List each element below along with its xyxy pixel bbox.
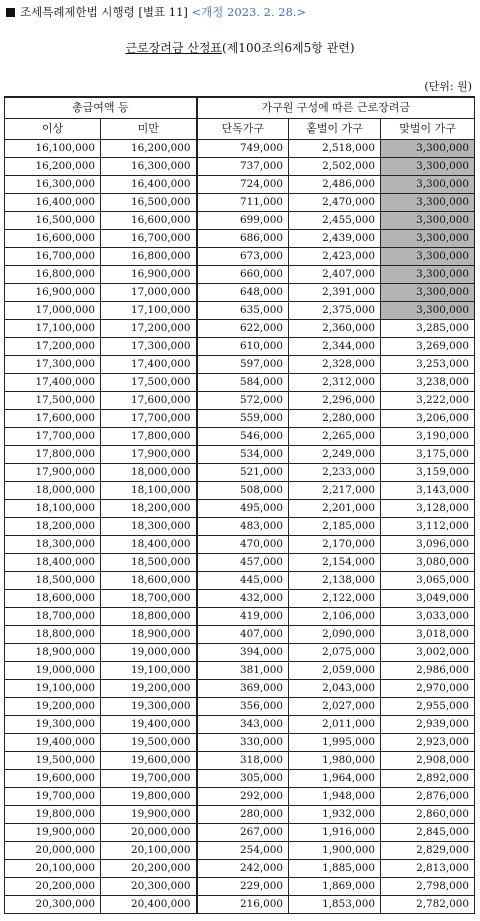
cell-single-earner: 2,455,000 xyxy=(289,212,381,230)
cell-dual-earner: 2,829,000 xyxy=(381,842,475,860)
table-row xyxy=(5,176,475,194)
cell-min: 18,600,000 xyxy=(5,590,101,608)
cell-min: 16,400,000 xyxy=(5,194,101,212)
cell-dual-earner: 2,782,000 xyxy=(381,896,475,914)
cell-dual-earner: 2,845,000 xyxy=(381,824,475,842)
table-row xyxy=(5,572,475,590)
cell-single-earner: 2,423,000 xyxy=(289,248,381,266)
cell-single: 648,000 xyxy=(197,284,289,302)
cell-single: 457,000 xyxy=(197,554,289,572)
cell-single: 597,000 xyxy=(197,356,289,374)
table-row xyxy=(5,824,475,842)
table-row xyxy=(5,662,475,680)
cell-single: 369,000 xyxy=(197,680,289,698)
table-row xyxy=(5,158,475,176)
cell-min: 17,600,000 xyxy=(5,410,101,428)
cell-min: 17,300,000 xyxy=(5,356,101,374)
cell-single-earner: 2,502,000 xyxy=(289,158,381,176)
cell-dual-earner: 2,798,000 xyxy=(381,878,475,896)
cell-single: 508,000 xyxy=(197,482,289,500)
cell-max: 17,500,000 xyxy=(101,374,197,392)
cell-max: 19,200,000 xyxy=(101,680,197,698)
cell-dual-earner: 2,923,000 xyxy=(381,734,475,752)
cell-max: 19,000,000 xyxy=(101,644,197,662)
table-row xyxy=(5,842,475,860)
table-row xyxy=(5,500,475,518)
cell-max: 18,600,000 xyxy=(101,572,197,590)
cell-max: 19,700,000 xyxy=(101,770,197,788)
cell-single-earner: 2,328,000 xyxy=(289,356,381,374)
cell-max: 18,900,000 xyxy=(101,626,197,644)
cell-single-earner: 1,900,000 xyxy=(289,842,381,860)
cell-dual-earner: 3,300,000 xyxy=(381,302,475,320)
cell-dual-earner: 2,970,000 xyxy=(381,680,475,698)
cell-single-earner: 2,075,000 xyxy=(289,644,381,662)
cell-single: 610,000 xyxy=(197,338,289,356)
cell-dual-earner: 3,222,000 xyxy=(381,392,475,410)
table-row xyxy=(5,230,475,248)
black-square-icon xyxy=(6,8,15,17)
table-row xyxy=(5,518,475,536)
table-row xyxy=(5,320,475,338)
cell-min: 18,400,000 xyxy=(5,554,101,572)
cell-min: 16,600,000 xyxy=(5,230,101,248)
table-row xyxy=(5,356,475,374)
table-row xyxy=(5,716,475,734)
table-row xyxy=(5,536,475,554)
cell-single-earner: 2,407,000 xyxy=(289,266,381,284)
cell-min: 19,800,000 xyxy=(5,806,101,824)
cell-single-earner: 2,249,000 xyxy=(289,446,381,464)
cell-min: 18,500,000 xyxy=(5,572,101,590)
table-row xyxy=(5,428,475,446)
cell-dual-earner: 3,253,000 xyxy=(381,356,475,374)
cell-max: 16,200,000 xyxy=(101,140,197,158)
cell-single-earner: 1,948,000 xyxy=(289,788,381,806)
cell-dual-earner: 3,300,000 xyxy=(381,194,475,212)
cell-dual-earner: 3,080,000 xyxy=(381,554,475,572)
table-row xyxy=(5,140,475,158)
cell-max: 19,800,000 xyxy=(101,788,197,806)
cell-max: 18,400,000 xyxy=(101,536,197,554)
cell-single-earner: 1,995,000 xyxy=(289,734,381,752)
cell-dual-earner: 2,939,000 xyxy=(381,716,475,734)
cell-dual-earner: 3,065,000 xyxy=(381,572,475,590)
header-title: 조세특례제한법 시행령 [별표 11] xyxy=(20,5,188,19)
cell-max: 17,700,000 xyxy=(101,410,197,428)
cell-single: 330,000 xyxy=(197,734,289,752)
table-row xyxy=(5,770,475,788)
table-row xyxy=(5,680,475,698)
cell-max: 19,600,000 xyxy=(101,752,197,770)
cell-single-earner: 2,154,000 xyxy=(289,554,381,572)
table-row xyxy=(5,860,475,878)
cell-min: 19,300,000 xyxy=(5,716,101,734)
cell-single: 280,000 xyxy=(197,806,289,824)
table-row xyxy=(5,752,475,770)
cell-dual-earner: 3,033,000 xyxy=(381,608,475,626)
cell-min: 18,900,000 xyxy=(5,644,101,662)
table-row xyxy=(5,788,475,806)
table-row xyxy=(5,212,475,230)
cell-max: 17,300,000 xyxy=(101,338,197,356)
table-row xyxy=(5,194,475,212)
cell-min: 17,800,000 xyxy=(5,446,101,464)
cell-min: 19,400,000 xyxy=(5,734,101,752)
cell-min: 19,100,000 xyxy=(5,680,101,698)
cell-single: 622,000 xyxy=(197,320,289,338)
cell-dual-earner: 3,002,000 xyxy=(381,644,475,662)
cell-max: 16,500,000 xyxy=(101,194,197,212)
cell-min: 17,700,000 xyxy=(5,428,101,446)
table-row xyxy=(5,284,475,302)
cell-min: 17,900,000 xyxy=(5,464,101,482)
table-row xyxy=(5,482,475,500)
cell-min: 20,000,000 xyxy=(5,842,101,860)
table-row xyxy=(5,446,475,464)
cell-dual-earner: 3,269,000 xyxy=(381,338,475,356)
col-header-dual-earner: 맞벌이 가구 xyxy=(381,119,475,140)
cell-dual-earner: 3,018,000 xyxy=(381,626,475,644)
cell-single-earner: 1,916,000 xyxy=(289,824,381,842)
cell-min: 19,600,000 xyxy=(5,770,101,788)
col-header-min: 이상 xyxy=(5,119,101,140)
cell-max: 20,100,000 xyxy=(101,842,197,860)
cell-single: 724,000 xyxy=(197,176,289,194)
cell-single: 737,000 xyxy=(197,158,289,176)
cell-dual-earner: 3,049,000 xyxy=(381,590,475,608)
cell-single-earner: 2,265,000 xyxy=(289,428,381,446)
cell-single-earner: 2,106,000 xyxy=(289,608,381,626)
cell-min: 18,300,000 xyxy=(5,536,101,554)
table-body xyxy=(5,140,475,914)
cell-min: 19,700,000 xyxy=(5,788,101,806)
cell-max: 16,700,000 xyxy=(101,230,197,248)
cell-single-earner: 2,486,000 xyxy=(289,176,381,194)
cell-single: 381,000 xyxy=(197,662,289,680)
cell-max: 19,300,000 xyxy=(101,698,197,716)
cell-single-earner: 2,027,000 xyxy=(289,698,381,716)
cell-single: 660,000 xyxy=(197,266,289,284)
cell-dual-earner: 3,206,000 xyxy=(381,410,475,428)
col-header-single-earner: 홑벌이 가구 xyxy=(289,119,381,140)
table-row xyxy=(5,248,475,266)
cell-single: 305,000 xyxy=(197,770,289,788)
cell-min: 17,500,000 xyxy=(5,392,101,410)
cell-max: 16,300,000 xyxy=(101,158,197,176)
cell-single: 699,000 xyxy=(197,212,289,230)
table-row xyxy=(5,734,475,752)
cell-max: 20,400,000 xyxy=(101,896,197,914)
cell-dual-earner: 2,892,000 xyxy=(381,770,475,788)
cell-single: 749,000 xyxy=(197,140,289,158)
cell-single: 394,000 xyxy=(197,644,289,662)
table-row xyxy=(5,302,475,320)
cell-min: 16,700,000 xyxy=(5,248,101,266)
cell-single: 267,000 xyxy=(197,824,289,842)
cell-min: 20,200,000 xyxy=(5,878,101,896)
cell-single: 534,000 xyxy=(197,446,289,464)
cell-dual-earner: 3,159,000 xyxy=(381,464,475,482)
cell-single-earner: 2,439,000 xyxy=(289,230,381,248)
cell-single-earner: 2,296,000 xyxy=(289,392,381,410)
cell-dual-earner: 3,128,000 xyxy=(381,500,475,518)
cell-dual-earner: 2,986,000 xyxy=(381,662,475,680)
cell-single: 686,000 xyxy=(197,230,289,248)
cell-max: 18,200,000 xyxy=(101,500,197,518)
cell-max: 19,900,000 xyxy=(101,806,197,824)
cell-max: 16,900,000 xyxy=(101,266,197,284)
table-row xyxy=(5,590,475,608)
cell-single-earner: 2,201,000 xyxy=(289,500,381,518)
cell-max: 18,700,000 xyxy=(101,590,197,608)
cell-single: 407,000 xyxy=(197,626,289,644)
cell-single: 292,000 xyxy=(197,788,289,806)
cell-single: 673,000 xyxy=(197,248,289,266)
cell-single-earner: 2,011,000 xyxy=(289,716,381,734)
cell-single: 229,000 xyxy=(197,878,289,896)
cell-min: 17,200,000 xyxy=(5,338,101,356)
table-row xyxy=(5,554,475,572)
cell-min: 18,200,000 xyxy=(5,518,101,536)
cell-max: 20,200,000 xyxy=(101,860,197,878)
cell-single: 495,000 xyxy=(197,500,289,518)
cell-single-earner: 2,375,000 xyxy=(289,302,381,320)
cell-dual-earner: 3,300,000 xyxy=(381,140,475,158)
cell-min: 17,400,000 xyxy=(5,374,101,392)
cell-single-earner: 1,869,000 xyxy=(289,878,381,896)
cell-single-earner: 2,090,000 xyxy=(289,626,381,644)
cell-single-earner: 2,518,000 xyxy=(289,140,381,158)
cell-single-earner: 2,138,000 xyxy=(289,572,381,590)
table-row xyxy=(5,608,475,626)
cell-max: 19,400,000 xyxy=(101,716,197,734)
cell-single: 584,000 xyxy=(197,374,289,392)
cell-max: 19,100,000 xyxy=(101,662,197,680)
cell-single: 356,000 xyxy=(197,698,289,716)
cell-min: 20,100,000 xyxy=(5,860,101,878)
cell-min: 18,100,000 xyxy=(5,500,101,518)
table-row xyxy=(5,266,475,284)
cell-min: 17,100,000 xyxy=(5,320,101,338)
cell-single: 216,000 xyxy=(197,896,289,914)
cell-single: 254,000 xyxy=(197,842,289,860)
cell-max: 17,000,000 xyxy=(101,284,197,302)
cell-single: 318,000 xyxy=(197,752,289,770)
cell-single: 445,000 xyxy=(197,572,289,590)
cell-dual-earner: 3,300,000 xyxy=(381,248,475,266)
cell-min: 16,900,000 xyxy=(5,284,101,302)
table-title: 근로장려금 산정표 xyxy=(125,41,223,55)
cell-single-earner: 2,280,000 xyxy=(289,410,381,428)
cell-max: 17,600,000 xyxy=(101,392,197,410)
cell-single-earner: 1,932,000 xyxy=(289,806,381,824)
cell-max: 16,400,000 xyxy=(101,176,197,194)
cell-dual-earner: 3,300,000 xyxy=(381,230,475,248)
cell-single-earner: 2,391,000 xyxy=(289,284,381,302)
cell-max: 18,500,000 xyxy=(101,554,197,572)
cell-single: 711,000 xyxy=(197,194,289,212)
cell-dual-earner: 3,300,000 xyxy=(381,176,475,194)
cell-dual-earner: 3,285,000 xyxy=(381,320,475,338)
cell-dual-earner: 2,955,000 xyxy=(381,698,475,716)
cell-dual-earner: 2,908,000 xyxy=(381,752,475,770)
cell-max: 20,300,000 xyxy=(101,878,197,896)
cell-dual-earner: 3,143,000 xyxy=(381,482,475,500)
cell-single-earner: 2,217,000 xyxy=(289,482,381,500)
table-title-note: (제100조의6제5항 관련) xyxy=(222,41,355,55)
cell-min: 16,300,000 xyxy=(5,176,101,194)
revision-link[interactable]: <개정 2023. 2. 28.> xyxy=(191,5,307,19)
cell-min: 16,800,000 xyxy=(5,266,101,284)
cell-max: 18,100,000 xyxy=(101,482,197,500)
cell-min: 16,100,000 xyxy=(5,140,101,158)
cell-single: 419,000 xyxy=(197,608,289,626)
cell-single-earner: 2,043,000 xyxy=(289,680,381,698)
cell-dual-earner: 3,300,000 xyxy=(381,212,475,230)
cell-min: 16,200,000 xyxy=(5,158,101,176)
cell-single-earner: 2,170,000 xyxy=(289,536,381,554)
cell-max: 17,100,000 xyxy=(101,302,197,320)
cell-single: 572,000 xyxy=(197,392,289,410)
cell-single-earner: 2,233,000 xyxy=(289,464,381,482)
cell-single: 432,000 xyxy=(197,590,289,608)
cell-single-earner: 2,059,000 xyxy=(289,662,381,680)
table-row xyxy=(5,410,475,428)
table-row xyxy=(5,626,475,644)
table-row xyxy=(5,878,475,896)
cell-min: 18,000,000 xyxy=(5,482,101,500)
document-header xyxy=(6,4,476,20)
cell-dual-earner: 2,860,000 xyxy=(381,806,475,824)
cell-max: 18,300,000 xyxy=(101,518,197,536)
cell-single-earner: 2,122,000 xyxy=(289,590,381,608)
cell-dual-earner: 2,813,000 xyxy=(381,860,475,878)
table-row xyxy=(5,392,475,410)
cell-single-earner: 2,360,000 xyxy=(289,320,381,338)
table-row xyxy=(5,644,475,662)
cell-single-earner: 2,344,000 xyxy=(289,338,381,356)
table-row xyxy=(5,896,475,914)
cell-max: 17,400,000 xyxy=(101,356,197,374)
cell-min: 19,500,000 xyxy=(5,752,101,770)
cell-single-earner: 2,185,000 xyxy=(289,518,381,536)
document-title xyxy=(0,40,480,56)
cell-single: 559,000 xyxy=(197,410,289,428)
cell-max: 17,800,000 xyxy=(101,428,197,446)
cell-dual-earner: 3,096,000 xyxy=(381,536,475,554)
cell-min: 20,300,000 xyxy=(5,896,101,914)
cell-single: 635,000 xyxy=(197,302,289,320)
cell-min: 19,000,000 xyxy=(5,662,101,680)
cell-max: 20,000,000 xyxy=(101,824,197,842)
cell-min: 19,200,000 xyxy=(5,698,101,716)
cell-dual-earner: 3,112,000 xyxy=(381,518,475,536)
cell-single-earner: 1,885,000 xyxy=(289,860,381,878)
cell-min: 18,700,000 xyxy=(5,608,101,626)
cell-single: 521,000 xyxy=(197,464,289,482)
table-row xyxy=(5,698,475,716)
cell-dual-earner: 2,876,000 xyxy=(381,788,475,806)
cell-max: 17,200,000 xyxy=(101,320,197,338)
group-header-income: 총급여액 등 xyxy=(5,97,197,119)
cell-single: 470,000 xyxy=(197,536,289,554)
col-header-single: 단독가구 xyxy=(197,119,289,140)
cell-dual-earner: 3,300,000 xyxy=(381,284,475,302)
cell-single-earner: 2,470,000 xyxy=(289,194,381,212)
cell-max: 17,900,000 xyxy=(101,446,197,464)
cell-single: 546,000 xyxy=(197,428,289,446)
unit-label: (단위: 원) xyxy=(424,80,472,93)
cell-single-earner: 1,964,000 xyxy=(289,770,381,788)
cell-max: 16,600,000 xyxy=(101,212,197,230)
table-row xyxy=(5,806,475,824)
cell-min: 18,800,000 xyxy=(5,626,101,644)
cell-single: 483,000 xyxy=(197,518,289,536)
cell-dual-earner: 3,190,000 xyxy=(381,428,475,446)
cell-max: 19,500,000 xyxy=(101,734,197,752)
cell-max: 18,800,000 xyxy=(101,608,197,626)
cell-dual-earner: 3,300,000 xyxy=(381,266,475,284)
incentive-table xyxy=(4,96,475,914)
table-row xyxy=(5,338,475,356)
cell-min: 17,000,000 xyxy=(5,302,101,320)
cell-dual-earner: 3,238,000 xyxy=(381,374,475,392)
cell-dual-earner: 3,175,000 xyxy=(381,446,475,464)
group-header-household: 가구원 구성에 따른 근로장려금 xyxy=(197,97,475,119)
table-row xyxy=(5,374,475,392)
cell-min: 16,500,000 xyxy=(5,212,101,230)
cell-max: 18,000,000 xyxy=(101,464,197,482)
cell-single-earner: 1,853,000 xyxy=(289,896,381,914)
cell-single-earner: 1,980,000 xyxy=(289,752,381,770)
table-row xyxy=(5,464,475,482)
cell-single: 343,000 xyxy=(197,716,289,734)
cell-dual-earner: 3,300,000 xyxy=(381,158,475,176)
cell-single: 242,000 xyxy=(197,860,289,878)
cell-min: 19,900,000 xyxy=(5,824,101,842)
cell-single-earner: 2,312,000 xyxy=(289,374,381,392)
cell-max: 16,800,000 xyxy=(101,248,197,266)
col-header-max: 미만 xyxy=(101,119,197,140)
